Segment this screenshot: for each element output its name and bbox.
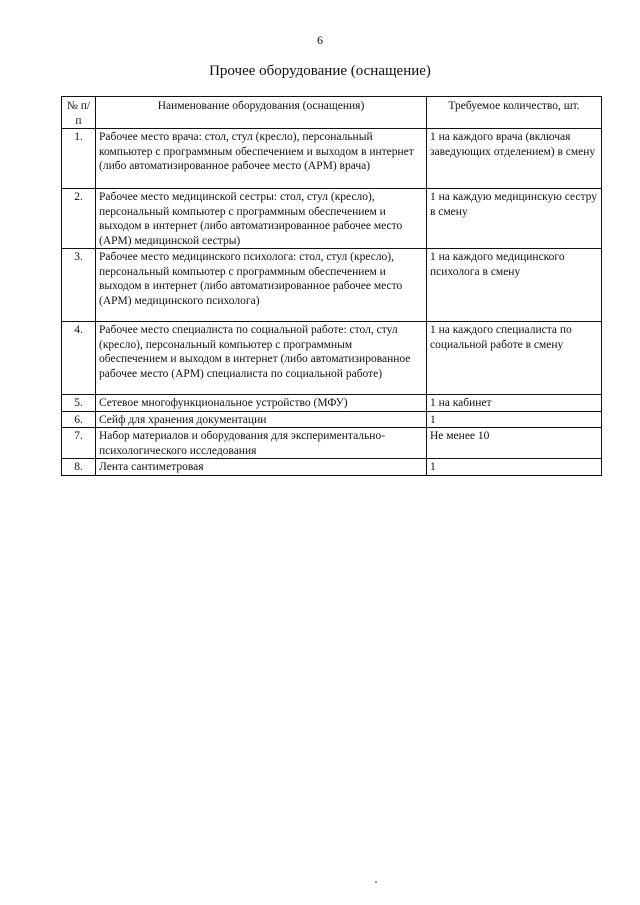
table-row (62, 395, 602, 412)
table-header-row (62, 97, 602, 129)
row-name: Лента сантиметровая (96, 459, 427, 476)
equipment-table (61, 96, 602, 476)
row-name: Рабочее место медицинского психолога: стол, стул (кресло), персональный компьютер с программным обеспечением и выходом в интернет (либо автоматизированное рабочее место (АРМ) медицинского психолога) (96, 249, 427, 322)
table-row (62, 428, 602, 459)
row-num: 2. (62, 189, 96, 249)
row-name: Набор материалов и оборудования для экспериментально-психологического исследования (96, 428, 427, 459)
row-qty: Не менее 10 (427, 428, 602, 459)
row-num: 7. (62, 428, 96, 459)
table-row (62, 249, 602, 322)
row-qty: 1 на каждую медицинскую сестру в смену (427, 189, 602, 249)
row-num: 5. (62, 395, 96, 412)
row-qty: 1 на каждого медицинского психолога в смену (427, 249, 602, 322)
table-row (62, 322, 602, 395)
row-qty: 1 на каждого специалиста по социальной работе в смену (427, 322, 602, 395)
row-qty: 1 на кабинет (427, 395, 602, 412)
row-qty: 1 (427, 411, 602, 428)
row-qty: 1 на каждого врача (включая заведующих отделением) в смену (427, 129, 602, 189)
row-num: 6. (62, 411, 96, 428)
row-name: Сетевое многофункциональное устройство (МФУ) (96, 395, 427, 412)
row-name: Рабочее место медицинской сестры: стол, стул (кресло), персональный компьютер с программным обеспечением и выходом в интернет (либо автоматизированное рабочее место (АРМ) медицинской сестры) (96, 189, 427, 249)
table-row (62, 411, 602, 428)
header-name: Наименование оборудования (оснащения) (96, 97, 427, 129)
row-num: 3. (62, 249, 96, 322)
table-row (62, 129, 602, 189)
row-name: Рабочее место специалиста по социальной работе: стол, стул (кресло), персональный компьютер с программным обеспечением и выходом в интернет (либо автоматизированное рабочее место (АРМ) специалиста по социальной работе) (96, 322, 427, 395)
row-num: 1. (62, 129, 96, 189)
table-row (62, 459, 602, 476)
row-num: 8. (62, 459, 96, 476)
page-number: 6 (317, 33, 323, 47)
row-name: Сейф для хранения документации (96, 411, 427, 428)
header-qty: Требуемое количество, шт. (427, 97, 602, 129)
row-num: 4. (62, 322, 96, 395)
table-row (62, 189, 602, 249)
row-name: Рабочее место врача: стол, стул (кресло), персональный компьютер с программным обеспечением и выходом в интернет (либо автоматизированное рабочее место (АРМ) врача) (96, 129, 427, 189)
row-qty: 1 (427, 459, 602, 476)
scan-speck (375, 881, 377, 883)
header-num: № п/п (62, 97, 96, 129)
page-title: Прочее оборудование (оснащение) (209, 63, 431, 79)
